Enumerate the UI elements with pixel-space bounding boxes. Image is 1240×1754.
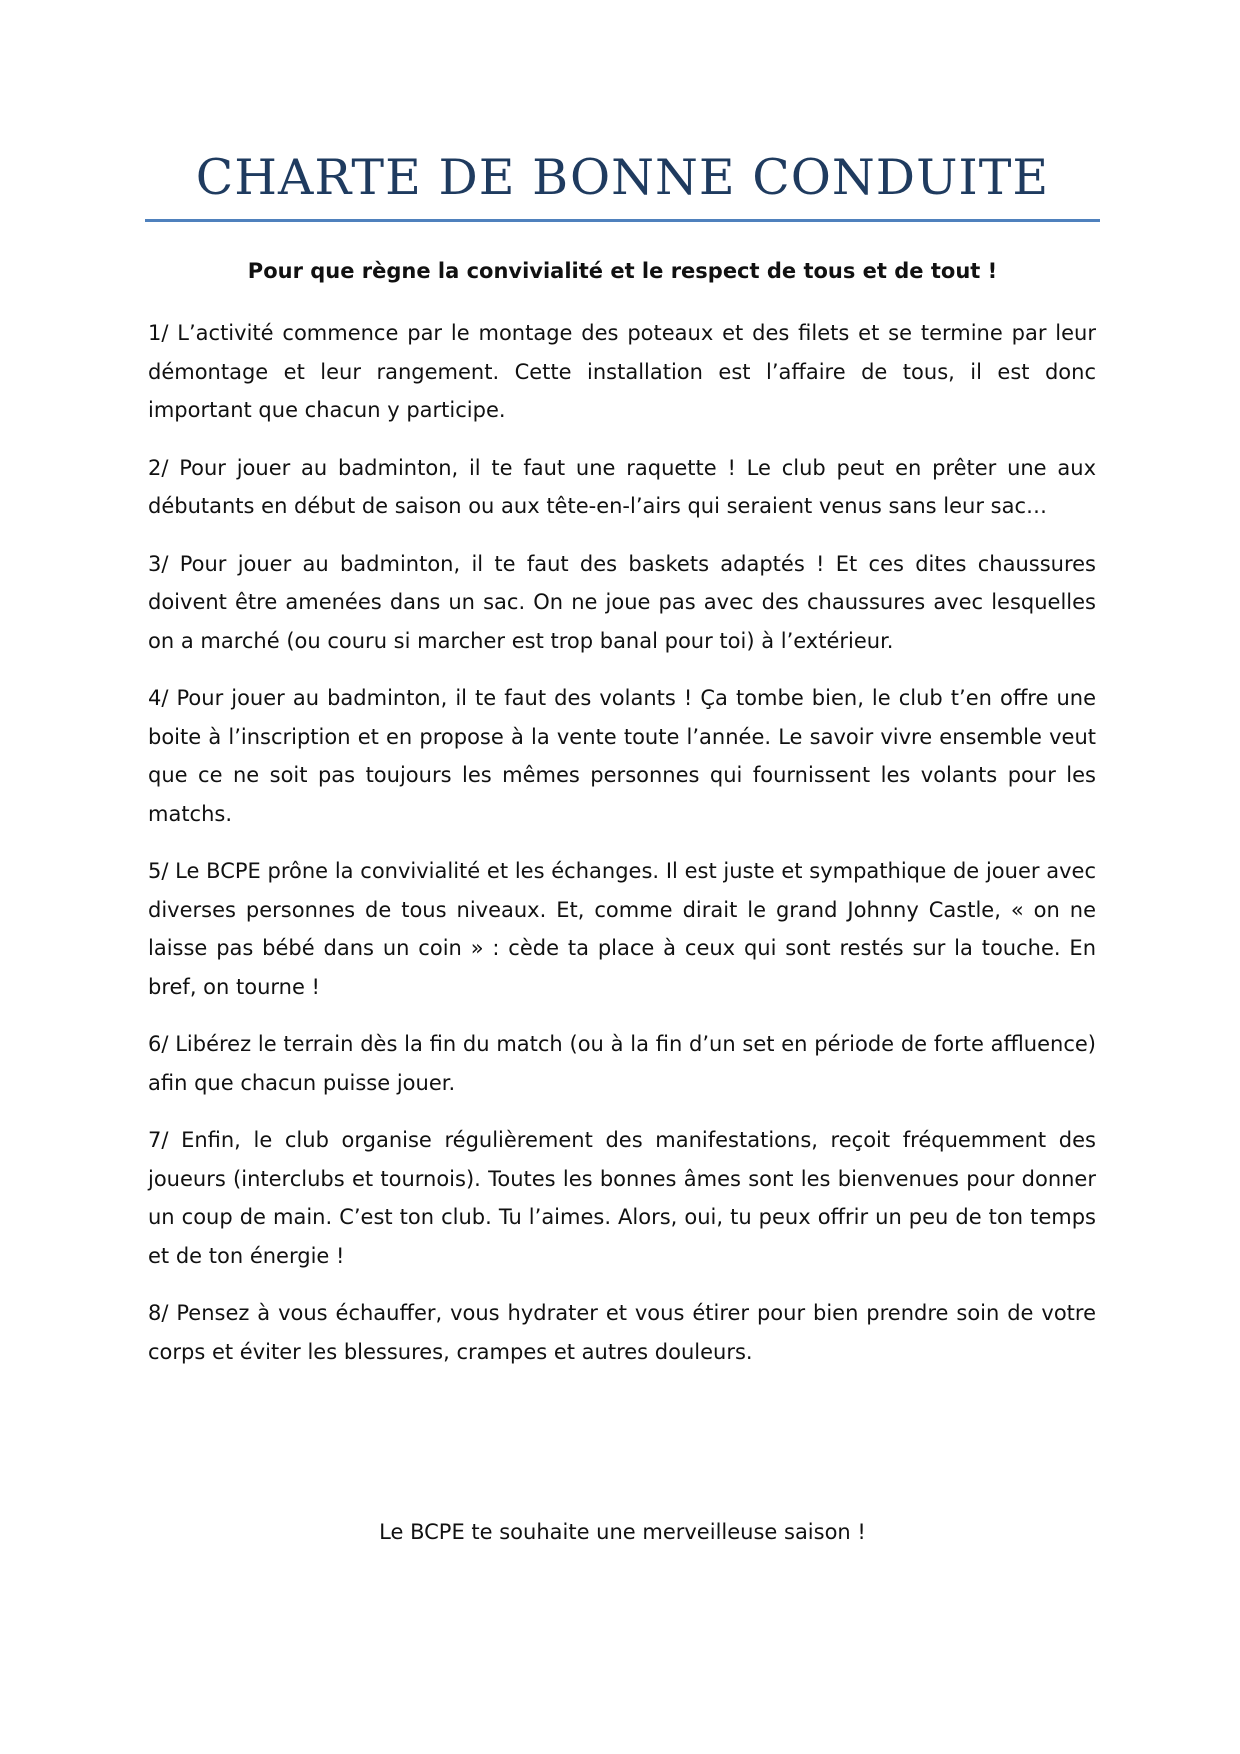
rule-item-6: 6/ Libérez le terrain dès la fin du match (ou à la fin d’un set en période de forte affluence) afin que chacun puisse jouer. <box>148 1032 1096 1095</box>
rules-list <box>148 314 1096 1390</box>
rule-item-7: 7/ Enfin, le club organise régulièrement des manifestations, reçoit fréquemment des joueurs (interclubs et tournois). Toutes les bonnes âmes sont les bienvenues pour donner un coup de main. C’est ton club. Tu l’aimes. Alors, oui, tu peux offrir un peu de ton temps et de ton énergie ! <box>148 1128 1096 1268</box>
rule-item-1: 1/ L’activité commence par le montage des poteaux et des filets et se termine par leur démontage et leur rangement. Cette installation est l’affaire de tous, il est donc important que chacun y participe. <box>148 321 1096 422</box>
rule-item-4: 4/ Pour jouer au badminton, il te faut des volants ! Ça tombe bien, le club t’en offre une boite à l’inscription et en propose à la vente toute l’année. Le savoir vivre ensemble veut que ce ne soit pas toujours les mêmes personnes qui fournissent les volants pour les matchs. <box>148 686 1096 826</box>
rule-item-2: 2/ Pour jouer au badminton, il te faut une raquette ! Le club peut en prêter une aux débutants en début de saison ou aux tête-en-l’airs qui seraient venus sans leur sac… <box>148 455 1096 518</box>
document-title: CHARTE DE BONNE CONDUITE <box>195 149 1050 206</box>
rule-item-8: 8/ Pensez à vous échauffer, vous hydrater et vous étirer pour bien prendre soin de votre corps et éviter les blessures, crampes et autres douleurs. <box>148 1301 1096 1364</box>
title-underline <box>145 219 1100 222</box>
closing-message: Le BCPE te souhaite une merveilleuse saison ! <box>379 1520 866 1544</box>
rule-item-5: 5/ Le BCPE prône la convivialité et les échanges. Il est juste et sympathique de jouer avec diverses personnes de tous niveaux. Et, comme dirait le grand Johnny Castle, « on ne laisse pas bébé dans un coin » : cède ta place à ceux qui sont restés sur la touche. En bref, on tourne ! <box>148 859 1096 999</box>
document-subtitle: Pour que règne la convivialité et le respect de tous et de tout ! <box>247 259 998 283</box>
rule-item-3: 3/ Pour jouer au badminton, il te faut des baskets adaptés ! Et ces dites chaussures doivent être amenées dans un sac. On ne joue pas avec des chaussures avec lesquelles on a marché (ou couru si marcher est trop banal pour toi) à l’extérieur. <box>148 551 1096 653</box>
